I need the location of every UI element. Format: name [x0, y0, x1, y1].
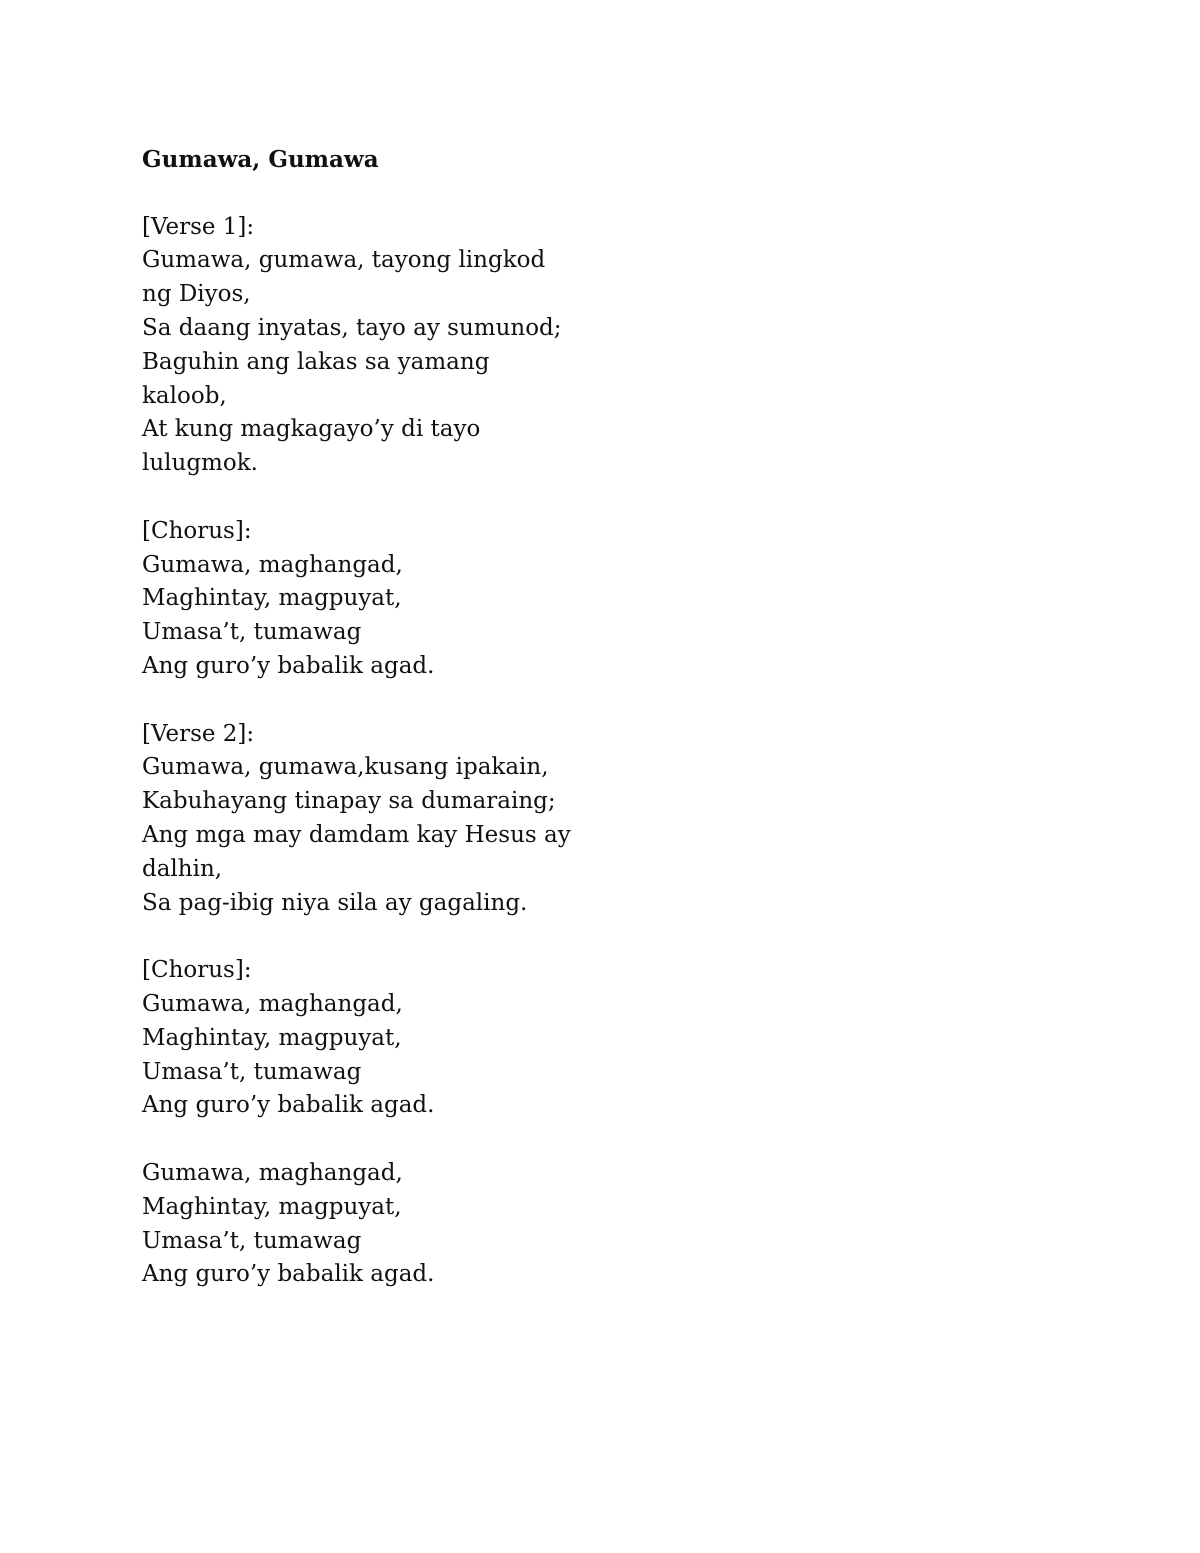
chorus-2-block	[142, 954, 582, 1123]
spacer	[142, 481, 582, 515]
lyric-line: Gumawa, maghangad,	[142, 551, 403, 578]
song-title: Gumawa, Gumawa	[142, 146, 379, 173]
spacer	[142, 920, 582, 954]
lyric-line: Ang guro’y babalik agad.	[142, 652, 435, 679]
lyric-line: Maghintay, magpuyat,	[142, 1024, 402, 1051]
spacer	[142, 1123, 582, 1157]
spacer	[142, 177, 582, 211]
lyric-line: Ang guro’y babalik agad.	[142, 1261, 435, 1288]
lyric-line: Maghintay, magpuyat,	[142, 1193, 402, 1220]
lyric-line: Gumawa, maghangad,	[142, 1159, 403, 1186]
lyric-line: Gumawa, gumawa, tayong lingkod	[142, 247, 546, 274]
section-label: [Verse 1]:	[142, 213, 255, 240]
lyric-line: Maghintay, magpuyat,	[142, 585, 402, 612]
spacer	[142, 684, 582, 718]
section-label: [Chorus]:	[142, 517, 252, 544]
lyrics-content	[142, 143, 582, 1292]
lyric-line: ng Diyos,	[142, 281, 251, 308]
lyric-line: Umasa’t, tumawag	[142, 1058, 362, 1085]
lyric-line: Umasa’t, tumawag	[142, 1227, 362, 1254]
lyric-line: lulugmok.	[142, 450, 258, 477]
lyric-line: Sa daang inyatas, tayo ay sumunod;	[142, 314, 562, 341]
section-label: [Verse 2]:	[142, 720, 255, 747]
verse-2-block	[142, 718, 582, 921]
chorus-1-block	[142, 515, 582, 684]
lyric-line: Gumawa, maghangad,	[142, 990, 403, 1017]
lyric-line: kaloob,	[142, 382, 227, 409]
chorus-repeat-block	[142, 1157, 582, 1292]
lyric-line: Kabuhayang tinapay sa dumaraing;	[142, 788, 556, 815]
lyric-line: Umasa’t, tumawag	[142, 619, 362, 646]
lyric-line: Ang guro’y babalik agad.	[142, 1092, 435, 1119]
lyric-line: Gumawa, gumawa,kusang ipakain,	[142, 754, 549, 781]
lyric-line: Ang mga may damdam kay Hesus ay	[142, 821, 571, 848]
section-label: [Chorus]:	[142, 957, 252, 984]
verse-1-block	[142, 211, 582, 481]
lyric-line: dalhin,	[142, 855, 223, 882]
lyric-line: Sa pag-ibig niya sila ay gagaling.	[142, 889, 528, 916]
lyric-line: At kung magkagayo’y di tayo	[142, 416, 481, 443]
lyric-line: Baguhin ang lakas sa yamang	[142, 348, 490, 375]
